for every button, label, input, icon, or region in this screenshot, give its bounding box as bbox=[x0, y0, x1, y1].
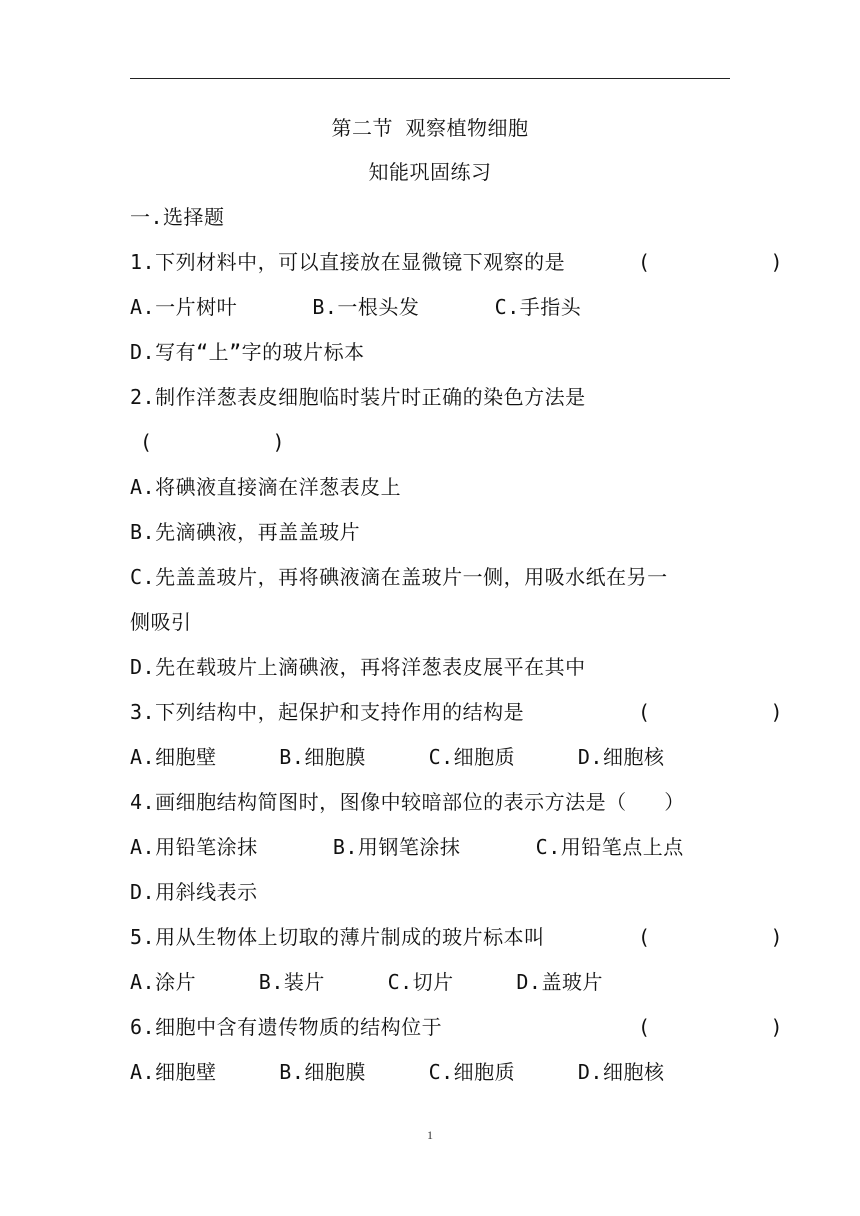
question-5-answer-blank: ( ) bbox=[638, 925, 783, 949]
question-4-option-d: D.用斜线表示 bbox=[130, 880, 258, 904]
question-1-option-d: D.写有“上”字的玻片标本 bbox=[130, 340, 365, 364]
question-2-option-b: B.先滴碘液，再盖盖玻片 bbox=[130, 520, 361, 544]
question-2-option-a: A.将碘液直接滴在洋葱表皮上 bbox=[130, 475, 402, 499]
page-title: 第二节 观察植物细胞 bbox=[331, 116, 529, 140]
question-1-stem: 1.下列材料中，可以直接放在显微镜下观察的是 bbox=[130, 250, 566, 274]
question-2-stem: 2.制作洋葱表皮细胞临时装片时正确的染色方法是 bbox=[130, 385, 586, 409]
question-3-answer-blank: ( ) bbox=[638, 700, 783, 724]
question-6-stem: 6.细胞中含有遗传物质的结构位于 bbox=[130, 1015, 443, 1039]
question-5-stem: 5.用从生物体上切取的薄片制成的玻片标本叫 bbox=[130, 925, 545, 949]
question-1-answer-blank: ( ) bbox=[638, 250, 783, 274]
question-5-options: A.涂片 B.装片 C.切片 D.盖玻片 bbox=[130, 970, 603, 994]
section-heading: 一.选择题 bbox=[130, 205, 225, 229]
question-2-option-c-line1: C.先盖盖玻片，再将碘液滴在盖玻片一侧，用吸水纸在另一 bbox=[130, 565, 668, 589]
page-subtitle: 知能巩固练习 bbox=[368, 160, 492, 184]
question-1-options-abc: A.一片树叶 B.一根头发 C.手指头 bbox=[130, 295, 582, 319]
question-4-stem: 4.画细胞结构简图时，图像中较暗部位的表示方法是（ ） bbox=[130, 790, 685, 814]
question-3-stem: 3.下列结构中，起保护和支持作用的结构是 bbox=[130, 700, 525, 724]
question-2-answer-blank: ( ) bbox=[140, 430, 285, 454]
question-2-option-d: D.先在载玻片上滴碘液，再将洋葱表皮展平在其中 bbox=[130, 655, 586, 679]
question-6-options: A.细胞壁 B.细胞膜 C.细胞质 D.细胞核 bbox=[130, 1060, 665, 1084]
question-3-options: A.细胞壁 B.细胞膜 C.细胞质 D.细胞核 bbox=[130, 745, 665, 769]
page-number: 1 bbox=[427, 1128, 433, 1142]
question-4-options-abc: A.用铅笔涂抹 B.用钢笔涂抹 C.用铅笔点上点 bbox=[130, 835, 684, 859]
question-2-option-c-line2: 侧吸引 bbox=[130, 610, 192, 634]
header-rule bbox=[130, 78, 730, 79]
question-6-answer-blank: ( ) bbox=[638, 1015, 783, 1039]
